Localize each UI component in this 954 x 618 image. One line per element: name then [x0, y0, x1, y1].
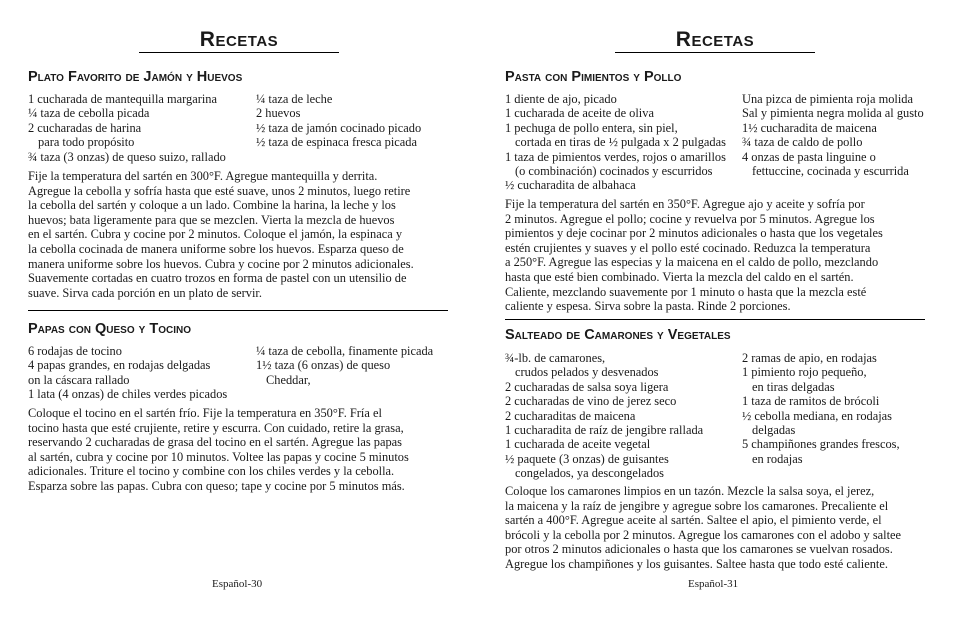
ingredients-col2 [256, 344, 450, 387]
ingredient: 1 cucharada de mantequilla margarina [28, 92, 217, 106]
right-page [505, 0, 927, 618]
ingredient: ¾ taza (3 onzas) de queso suizo, rallado [28, 149, 226, 164]
instruction-line: Agregue los champiñones y los guisantes. Saltee hasta que todo esté caliente. [505, 556, 888, 571]
ingredient: 1 cucharadita de raíz de jengibre rallada [505, 423, 704, 438]
instruction-line: la maicena y la raíz de jengibre y agregue sobre los camarones. Precaliente el [505, 498, 889, 513]
ingredients-col1 [505, 92, 739, 193]
instruction-line: estén crujientes y suaves y el pollo esté cocinado. Reduzca la temperatura [505, 240, 871, 255]
ingredient: ¼ taza de leche [256, 92, 333, 106]
ingredient: crudos pelados y desvenados [515, 365, 659, 380]
ingredient: ¼ taza de cebolla picada [28, 106, 150, 121]
ingredients-col1 [28, 344, 253, 402]
recipe-title-shrimp: Salteado de Camarones y Vegetales [505, 327, 731, 343]
page-heading: Recetas [615, 28, 815, 53]
instruction-line: reservando 2 cucharadas de grasa del tocino en el sartén. Agregue las papas [28, 435, 402, 450]
instruction-line: en el sartén. Cubra y cocine por 2 minutos. Coloque el jamón, la espinaca y [28, 227, 403, 242]
ingredient: cortada en tiras de ½ pulgada x 2 pulgadas [515, 135, 726, 150]
instruction-line: Agregue la cebolla y sofría hasta que esté suave, unos 2 minutos, luego retire [28, 183, 411, 198]
ingredient: 6 rodajas de tocino [28, 344, 122, 358]
ingredient: 2 cucharaditas de maicena [505, 408, 636, 423]
ingredient: ¾ taza de caldo de pollo [742, 135, 863, 150]
ingredient: 1 taza de pimientos verdes, rojos o amarillos [505, 149, 726, 164]
page-heading: Recetas [139, 28, 339, 53]
instruction-line: la cebolla del sartén y coloque a un lado. Combine la harina, la leche y los [28, 198, 396, 213]
ingredient: 1 pechuga de pollo entera, sin piel, [505, 120, 678, 135]
instruction-line: Suavemente cortadas en cuatro trozos en forma de pastel con un utensilio de [28, 271, 407, 286]
ingredient: 1 lata (4 onzas) de chiles verdes picados [28, 387, 228, 402]
ingredient: 1½ taza (6 onzas) de queso [256, 358, 391, 373]
instruction-line: tocino hasta que esté crujiente, retire y escurra. Con cuidado, retire la grasa, [28, 420, 404, 435]
ingredients-col2 [256, 92, 450, 150]
ingredient: congelados, ya descongelados [515, 466, 664, 481]
ingredient: 1 diente de ajo, picado [505, 92, 617, 106]
ingredient: ½ cucharadita de albahaca [505, 178, 636, 193]
ingredient: Sal y pimienta negra molida al gusto [742, 106, 924, 121]
instruction-line: Coloque el tocino en el sartén frío. Fije la temperatura en 350°F. Fría el [28, 406, 382, 420]
ingredient: 4 papas grandes, en rodajas delgadas [28, 358, 211, 373]
ingredient: on la cáscara rallado [28, 372, 130, 387]
ingredient: para todo propósito [38, 135, 135, 150]
instruction-line: pimientos y deje cocinar por 2 minutos adicionales o hasta que los vegetales [505, 226, 883, 241]
instruction-line: Fije la temperatura del sartén en 350°F. Agregue ajo y aceite y sofría por [505, 197, 865, 211]
instruction-line: huevos; bata ligeramente para que se mezclen. Vierta la mezcla de huevos [28, 212, 395, 227]
ingredient: 2 cucharadas de harina [28, 120, 142, 135]
section-divider [505, 319, 925, 320]
instruction-line: caliente y espesa. Sirva sobre la pasta. Rinde 2 porciones. [505, 299, 791, 314]
ingredient: Una pizca de pimienta roja molida [742, 92, 913, 106]
ingredient: 1 cucharada de aceite vegetal [505, 437, 651, 452]
instruction-line: Fije la temperatura del sartén en 300°F. Agregue mantequilla y derrita. [28, 169, 378, 183]
instruction-line: sartén a 400°F. Agregue aceite al sartén. Saltee el apio, el pimiento verde, el [505, 513, 882, 528]
instruction-line: a 250°F. Agregue las especias y la maicena en el caldo de pollo, mezclando [505, 255, 879, 270]
section-divider [28, 310, 448, 311]
instruction-line: por otros 2 minutos adicionales o hasta que los camarones se vuelvan rosados. [505, 542, 893, 557]
ingredient: delgadas [752, 423, 796, 438]
ingredients-col1 [505, 351, 739, 481]
instruction-line: Caliente, mezclando suavemente por 1 minuto o hasta que la mezcla esté [505, 284, 867, 299]
ingredient: fettuccine, cocinada y escurrida [752, 164, 909, 179]
left-page [28, 0, 450, 618]
ingredient: Cheddar, [266, 372, 311, 387]
ingredients-col1 [28, 92, 253, 164]
recipe-instructions [505, 197, 927, 314]
ingredient: 2 huevos [256, 106, 301, 121]
recipe-instructions [28, 169, 450, 300]
ingredient: ½ paquete (3 onzas) de guisantes [505, 451, 669, 466]
recipe-title-potatoes: Papas con Queso y Tocino [28, 321, 191, 337]
recipe-instructions [28, 406, 450, 494]
ingredient: 2 cucharadas de vino de jerez seco [505, 394, 677, 409]
ingredient: (o combinación) cocinados y escurridos [515, 164, 713, 179]
ingredient: 1 taza de ramitos de brócoli [742, 394, 880, 409]
instruction-line: suave. Sirva cada porción en un plato de servir. [28, 285, 262, 300]
instruction-line: la cebolla cocinada de manera uniforme sobre los huevos. Esparza queso de [28, 241, 404, 256]
ingredients-col2 [742, 351, 927, 466]
recipe-title-pasta: Pasta con Pimientos y Pollo [505, 69, 682, 85]
instruction-line: manera uniforme sobre los huevos. Cubra y cocine por 2 minutos adicionales. [28, 256, 414, 271]
ingredient: ¾-lb. de camarones, [505, 351, 606, 365]
ingredient: 2 ramas de apio, en rodajas [742, 351, 877, 365]
ingredient: 1½ cucharadita de maicena [742, 120, 877, 135]
instruction-line: 2 minutos. Agregue el pollo; cocine y revuelva por 5 minutos. Agregue los [505, 211, 875, 226]
ingredient: en tiras delgadas [752, 379, 835, 394]
ingredient: ¼ taza de cebolla, finamente picada [256, 344, 434, 358]
instruction-line: adicionales. Triture el tocino y combine con los chiles verdes y la cebolla. [28, 464, 395, 479]
page-number: Español-30 [212, 578, 263, 590]
ingredient: en rodajas [752, 451, 803, 466]
recipe-title-ham-eggs: Plato Favorito de Jamón y Huevos [28, 69, 243, 85]
instruction-line: Coloque los camarones limpios en un tazón. Mezcle la salsa soya, el jerez, [505, 484, 875, 498]
ingredient: 4 onzas de pasta linguine o [742, 149, 876, 164]
ingredient: ½ cebolla mediana, en rodajas [742, 408, 893, 423]
ingredient: ½ taza de espinaca fresca picada [256, 135, 417, 150]
ingredient: 2 cucharadas de salsa soya ligera [505, 379, 669, 394]
ingredient: 1 cucharada de aceite de oliva [505, 106, 654, 121]
ingredient: 1 pimiento rojo pequeño, [742, 365, 867, 380]
page-number: Español-31 [688, 578, 739, 590]
instruction-line: al sartén, cubra y cocine por 10 minutos. Voltee las papas y cocine 5 minutos [28, 449, 409, 464]
ingredient: 5 champiñones grandes frescos, [742, 437, 900, 452]
recipe-instructions [505, 484, 927, 572]
ingredients-col2 [742, 92, 927, 178]
ingredient: ½ taza de jamón cocinado picado [256, 120, 422, 135]
instruction-line: Esparza sobre las papas. Cubra con queso; tape y cocine por 5 minutos más. [28, 478, 405, 493]
instruction-line: brócoli y la cebolla por 2 minutos. Agregue los camarones con el adobo y saltee [505, 527, 902, 542]
instruction-line: hasta que esté bien combinado. Vierta la mezcla del caldo en el sartén. [505, 269, 854, 284]
